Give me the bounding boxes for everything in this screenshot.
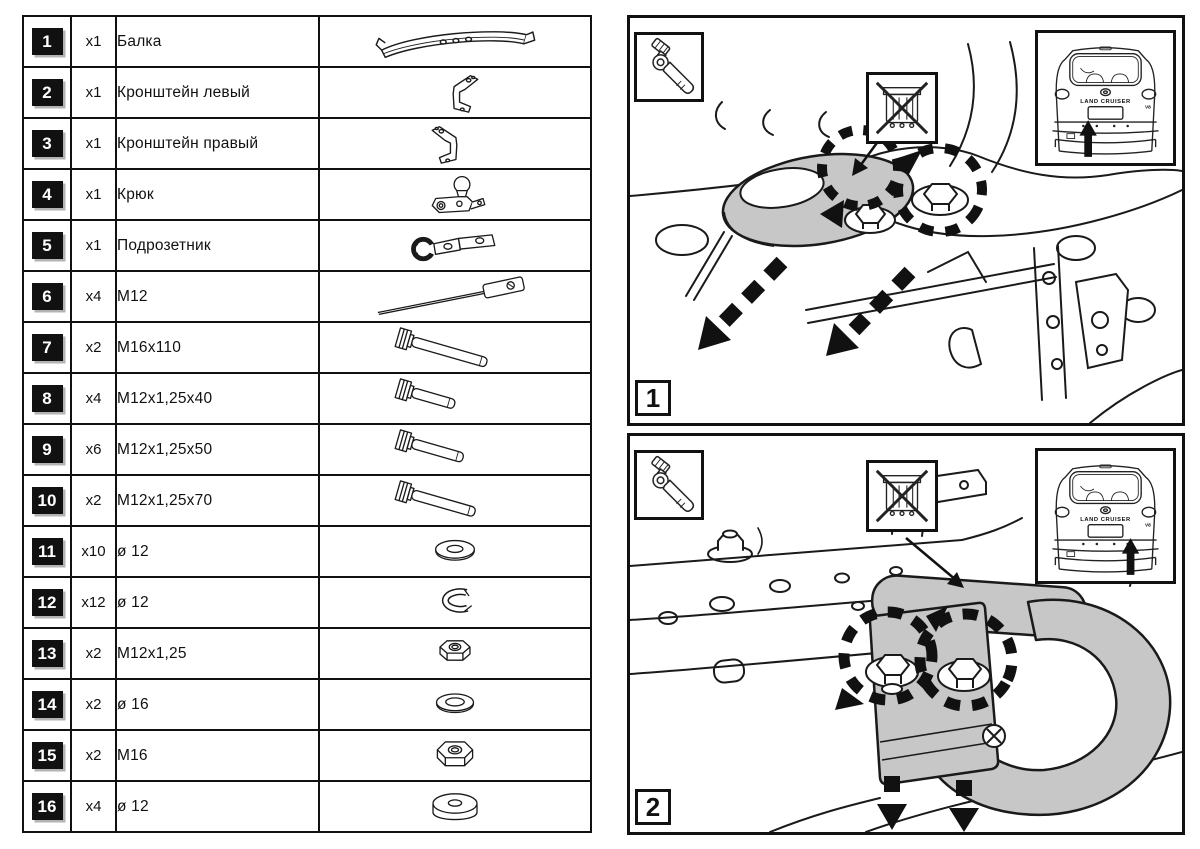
car-trim-text: V8	[1144, 523, 1151, 529]
table-row	[23, 577, 591, 628]
part-qty: x1	[71, 118, 116, 169]
car-rear-view-box	[1035, 30, 1176, 166]
attachment-point-arrow	[1079, 120, 1096, 157]
table-row	[23, 526, 591, 577]
step-number-label: 1	[645, 382, 661, 413]
part-number-badge: 4	[32, 181, 63, 208]
part-qty: x4	[71, 781, 116, 832]
table-row	[23, 67, 591, 118]
part-qty: x10	[71, 526, 116, 577]
ratchet-tool-box	[634, 32, 704, 102]
step-number-label: 2	[645, 791, 661, 822]
part-icon-washer-spring	[319, 577, 591, 628]
table-row	[23, 679, 591, 730]
part-name: M12	[116, 271, 319, 322]
part-icon-bracket-right	[319, 118, 591, 169]
part-name: Подрозетник	[116, 220, 319, 271]
part-icon-bracket-left	[319, 67, 591, 118]
step-panel-1	[627, 15, 1185, 426]
part-qty: x2	[71, 679, 116, 730]
part-icon-threaded-stud	[319, 271, 591, 322]
part-number-badge: 10	[32, 487, 63, 514]
ratchet-wrench-icon	[639, 455, 699, 515]
part-number-badge: 9	[32, 436, 63, 463]
part-number-badge: 3	[32, 130, 63, 157]
step-number-1	[635, 380, 671, 416]
part-icon-bolt-40	[319, 373, 591, 424]
part-qty: x4	[71, 373, 116, 424]
part-name: Балка	[116, 16, 319, 67]
discard-part-box	[866, 72, 938, 144]
part-name: M12x1,25x50	[116, 424, 319, 475]
part-icon-washer-large	[319, 679, 591, 730]
part-icon-washer-thick	[319, 781, 591, 832]
part-qty: x1	[71, 67, 116, 118]
part-number-badge: 12	[32, 589, 63, 616]
car-badge-text: LAND CRUISER	[1080, 516, 1131, 523]
part-name: ø 12	[116, 577, 319, 628]
table-row	[23, 16, 591, 67]
highlighted-tow-loop	[870, 574, 1171, 815]
part-qty: x2	[71, 475, 116, 526]
table-row	[23, 271, 591, 322]
part-icon-bolt-110	[319, 322, 591, 373]
part-name: Кронштейн левый	[116, 67, 319, 118]
part-name: ø 12	[116, 781, 319, 832]
car-rear-view	[1038, 451, 1173, 581]
part-icon-washer-flat	[319, 526, 591, 577]
step-panel-2	[627, 433, 1185, 835]
part-number-badge: 7	[32, 334, 63, 361]
part-icon-nut-large	[319, 730, 591, 781]
part-name: M12x1,25x40	[116, 373, 319, 424]
table-row	[23, 220, 591, 271]
part-number-badge: 13	[32, 640, 63, 667]
ratchet-wrench-icon	[639, 37, 699, 97]
table-row	[23, 781, 591, 832]
ratchet-tool-box	[634, 450, 704, 520]
part-number-badge: 5	[32, 232, 63, 259]
part-name: ø 16	[116, 679, 319, 730]
part-number-badge: 2	[32, 79, 63, 106]
part-qty: x2	[71, 730, 116, 781]
part-number-badge: 14	[32, 691, 63, 718]
part-qty: x2	[71, 628, 116, 679]
part-qty: x2	[71, 322, 116, 373]
table-row	[23, 118, 591, 169]
part-number-badge: 6	[32, 283, 63, 310]
part-name: Крюк	[116, 169, 319, 220]
crossed-out-part-icon	[870, 464, 934, 528]
part-icon-nut-small	[319, 628, 591, 679]
part-number-badge: 16	[32, 793, 63, 820]
car-badge-text: LAND CRUISER	[1080, 98, 1131, 105]
part-number-badge: 1	[32, 28, 63, 55]
part-number-badge: 15	[32, 742, 63, 769]
part-name: Кронштейн правый	[116, 118, 319, 169]
table-row	[23, 475, 591, 526]
car-rear-view-box	[1035, 448, 1176, 584]
part-name: M16	[116, 730, 319, 781]
part-name: M12x1,25x70	[116, 475, 319, 526]
table-row	[23, 424, 591, 475]
part-icon-bolt-70	[319, 475, 591, 526]
part-qty: x1	[71, 169, 116, 220]
table-row	[23, 322, 591, 373]
attachment-point-arrow	[1122, 538, 1139, 575]
table-row	[23, 373, 591, 424]
car-rear-view	[1038, 33, 1173, 163]
part-qty: x4	[71, 271, 116, 322]
table-row	[23, 628, 591, 679]
part-qty: x6	[71, 424, 116, 475]
car-trim-text: V8	[1144, 105, 1151, 111]
part-qty: x1	[71, 16, 116, 67]
part-icon-bolt-50	[319, 424, 591, 475]
table-row	[23, 730, 591, 781]
highlighted-bracket	[716, 142, 968, 259]
step-number-2	[635, 789, 671, 825]
crossed-out-part-icon	[870, 76, 934, 140]
part-name: ø 12	[116, 526, 319, 577]
part-number-badge: 8	[32, 385, 63, 412]
part-icon-socket-plate	[319, 220, 591, 271]
parts-table	[22, 15, 592, 833]
part-name: M12x1,25	[116, 628, 319, 679]
discard-part-box	[866, 460, 938, 532]
table-row	[23, 169, 591, 220]
part-qty: x12	[71, 577, 116, 628]
part-number-badge: 11	[32, 538, 63, 565]
part-name: M16x110	[116, 322, 319, 373]
part-icon-beam	[319, 16, 591, 67]
part-qty: x1	[71, 220, 116, 271]
part-icon-tow-ball-hook	[319, 169, 591, 220]
